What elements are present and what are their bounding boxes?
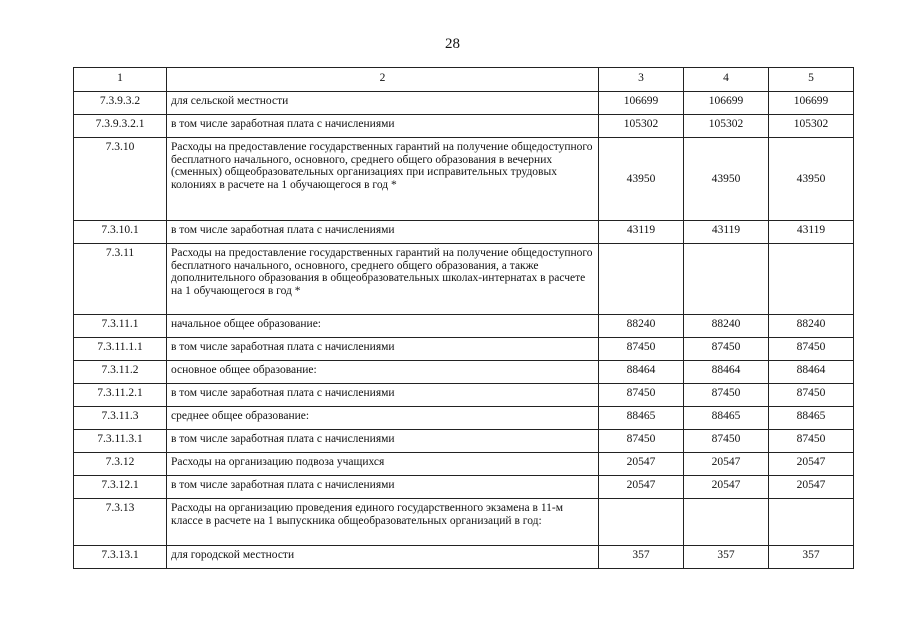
table-row <box>74 92 854 115</box>
table-row <box>74 338 854 361</box>
row-description: в том числе заработная плата с начислениями <box>167 115 599 138</box>
row-value-col4 <box>684 499 769 546</box>
row-code: 7.3.12 <box>74 453 167 476</box>
row-value-col5: 87450 <box>769 384 854 407</box>
row-value-col5: 20547 <box>769 453 854 476</box>
row-description: Расходы на предоставление государственных гарантий на получение общедоступного бесплатного начального, основного, среднего общего образования, а также дополнительного образования в общеобразовательных школах-интернатах в расчете на 1 обучающегося в год * <box>167 244 599 315</box>
row-description: в том числе заработная плата с начислениями <box>167 384 599 407</box>
row-value-col4: 105302 <box>684 115 769 138</box>
row-value-col5: 43950 <box>769 138 854 221</box>
row-description: в том числе заработная плата с начислениями <box>167 476 599 499</box>
table-row <box>74 361 854 384</box>
table-row <box>74 315 854 338</box>
row-description: Расходы на организацию подвоза учащихся <box>167 453 599 476</box>
row-description: для городской местности <box>167 546 599 569</box>
row-code: 7.3.11.3 <box>74 407 167 430</box>
table-row <box>74 453 854 476</box>
table-row <box>74 476 854 499</box>
row-value-col5: 357 <box>769 546 854 569</box>
table-row <box>74 244 854 315</box>
row-value-col5: 20547 <box>769 476 854 499</box>
row-value-col5: 106699 <box>769 92 854 115</box>
row-value-col5: 87450 <box>769 430 854 453</box>
row-code: 7.3.11 <box>74 244 167 315</box>
table-body <box>74 68 854 569</box>
row-code: 7.3.11.2.1 <box>74 384 167 407</box>
row-value-col5: 43119 <box>769 221 854 244</box>
row-value-col4: 87450 <box>684 430 769 453</box>
row-code: 7.3.10.1 <box>74 221 167 244</box>
row-value-col4: 357 <box>684 546 769 569</box>
row-description: в том числе заработная плата с начислениями <box>167 221 599 244</box>
row-description: начальное общее образование: <box>167 315 599 338</box>
row-value-col3 <box>599 244 684 315</box>
row-value-col3: 20547 <box>599 453 684 476</box>
column-header-2: 2 <box>167 68 599 92</box>
row-value-col3: 87450 <box>599 430 684 453</box>
row-value-col4: 87450 <box>684 384 769 407</box>
row-value-col3: 88240 <box>599 315 684 338</box>
row-value-col4: 20547 <box>684 453 769 476</box>
row-code: 7.3.9.3.2 <box>74 92 167 115</box>
row-value-col4: 20547 <box>684 476 769 499</box>
row-description: в том числе заработная плата с начислениями <box>167 430 599 453</box>
row-value-col5: 88240 <box>769 315 854 338</box>
table-row <box>74 138 854 221</box>
page-number: 28 <box>445 36 460 52</box>
row-value-col5 <box>769 244 854 315</box>
row-description: Расходы на предоставление государственных гарантий на получение общедоступного бесплатного начального, основного, среднего общего образования в вечерних (сменных) общеобразовательных организациях при исправительных трудовых колониях в расчете на 1 обучающегося в год * <box>167 138 599 221</box>
table-row <box>74 499 854 546</box>
row-code: 7.3.11.1 <box>74 315 167 338</box>
row-code: 7.3.11.2 <box>74 361 167 384</box>
row-value-col3: 88465 <box>599 407 684 430</box>
row-value-col4: 88240 <box>684 315 769 338</box>
row-value-col4: 88464 <box>684 361 769 384</box>
row-description: для сельской местности <box>167 92 599 115</box>
row-value-col3: 87450 <box>599 338 684 361</box>
expenses-table <box>73 67 854 569</box>
table-row <box>74 384 854 407</box>
row-value-col4: 87450 <box>684 338 769 361</box>
row-value-col5: 88465 <box>769 407 854 430</box>
table-header-row <box>74 68 854 92</box>
row-value-col3: 105302 <box>599 115 684 138</box>
column-header-4: 4 <box>684 68 769 92</box>
row-value-col3: 357 <box>599 546 684 569</box>
row-code: 7.3.11.1.1 <box>74 338 167 361</box>
row-value-col4 <box>684 244 769 315</box>
row-value-col5: 105302 <box>769 115 854 138</box>
row-value-col3: 88464 <box>599 361 684 384</box>
row-code: 7.3.11.3.1 <box>74 430 167 453</box>
row-value-col3: 20547 <box>599 476 684 499</box>
row-value-col3: 43950 <box>599 138 684 221</box>
row-value-col3: 43119 <box>599 221 684 244</box>
table-row <box>74 546 854 569</box>
row-value-col3 <box>599 499 684 546</box>
row-value-col4: 106699 <box>684 92 769 115</box>
column-header-1: 1 <box>74 68 167 92</box>
row-code: 7.3.10 <box>74 138 167 221</box>
table-row <box>74 407 854 430</box>
row-value-col4: 88465 <box>684 407 769 430</box>
row-value-col5: 87450 <box>769 338 854 361</box>
row-value-col3: 87450 <box>599 384 684 407</box>
row-value-col5: 88464 <box>769 361 854 384</box>
column-header-5: 5 <box>769 68 854 92</box>
row-description: среднее общее образование: <box>167 407 599 430</box>
row-value-col3: 106699 <box>599 92 684 115</box>
row-code: 7.3.13.1 <box>74 546 167 569</box>
table-row <box>74 115 854 138</box>
row-description: Расходы на организацию проведения единого государственного экзамена в 11-м классе в расчете на 1 выпускника общеобразовательных организаций в год: <box>167 499 599 546</box>
row-value-col4: 43950 <box>684 138 769 221</box>
table-row <box>74 221 854 244</box>
row-description: основное общее образование: <box>167 361 599 384</box>
table-row <box>74 430 854 453</box>
row-description: в том числе заработная плата с начислениями <box>167 338 599 361</box>
row-code: 7.3.9.3.2.1 <box>74 115 167 138</box>
row-value-col4: 43119 <box>684 221 769 244</box>
row-value-col5 <box>769 499 854 546</box>
row-code: 7.3.12.1 <box>74 476 167 499</box>
column-header-3: 3 <box>599 68 684 92</box>
row-code: 7.3.13 <box>74 499 167 546</box>
